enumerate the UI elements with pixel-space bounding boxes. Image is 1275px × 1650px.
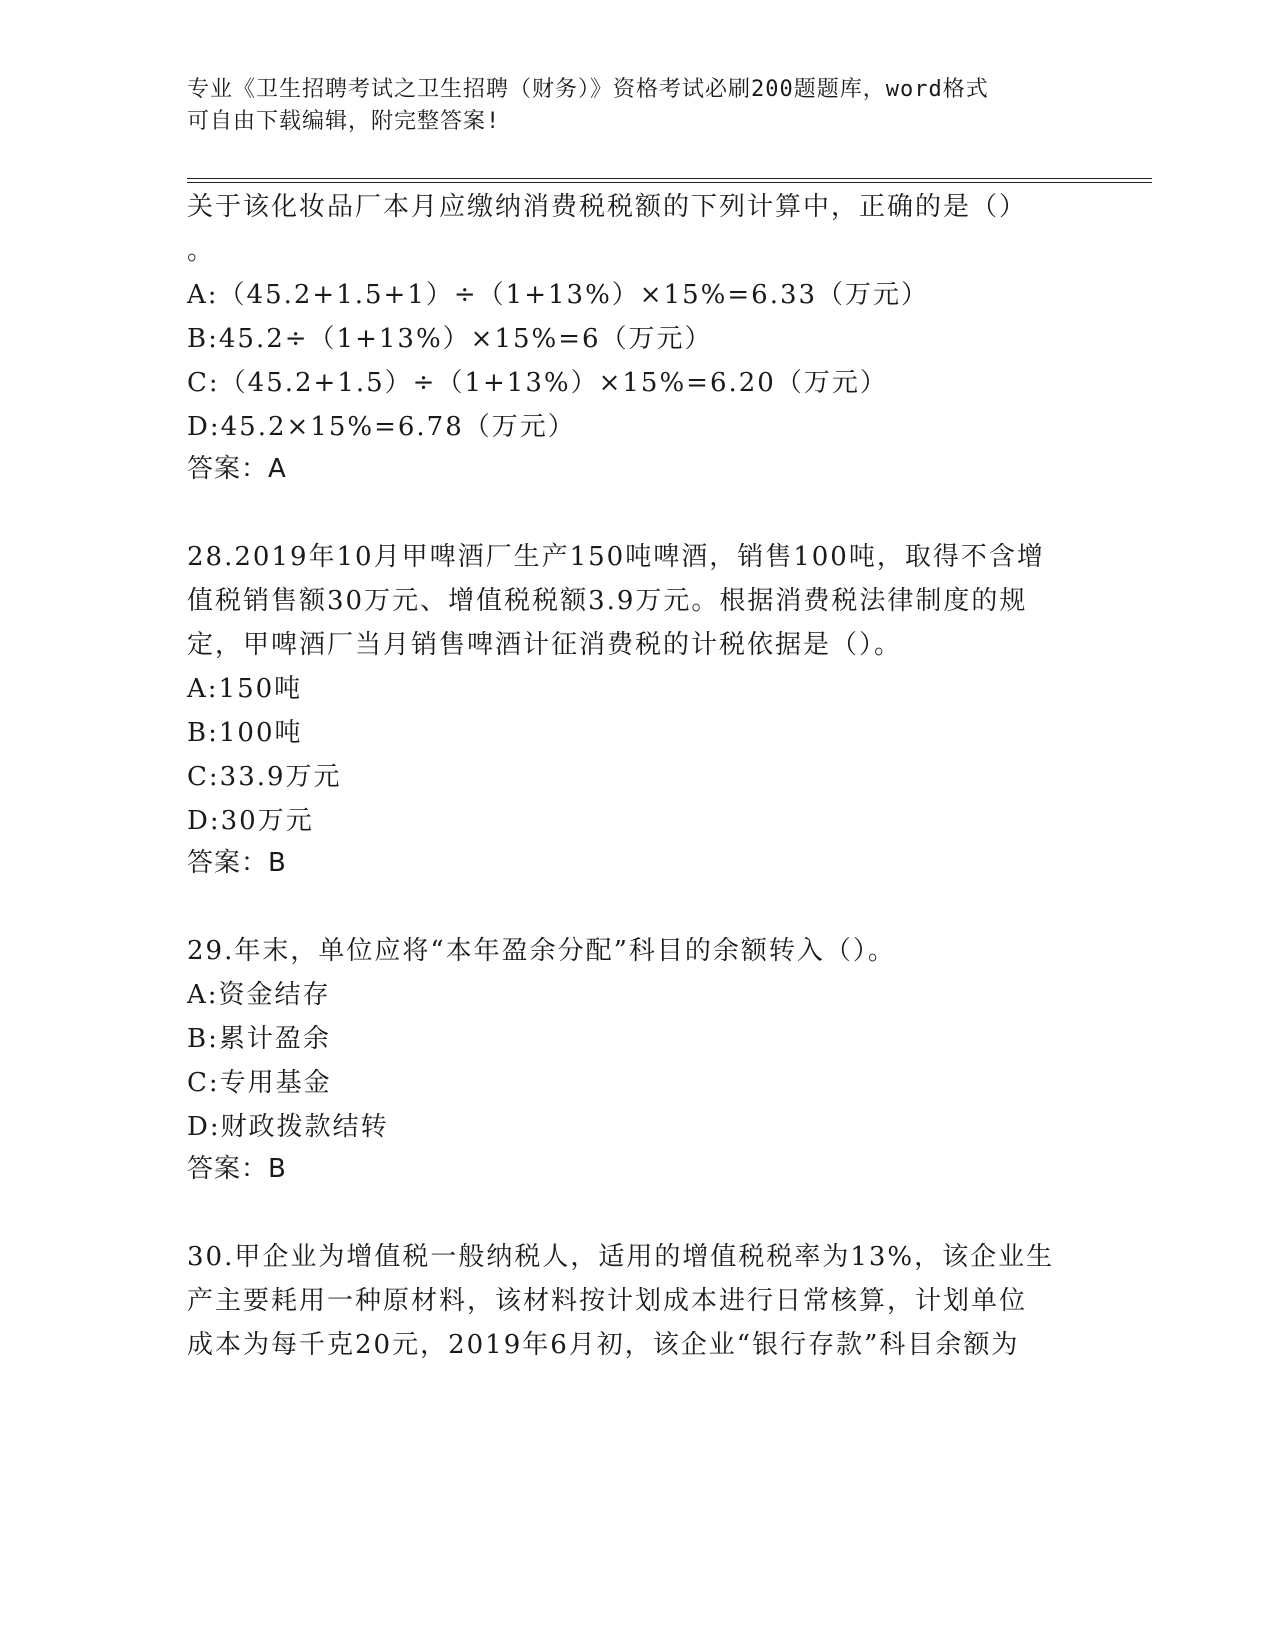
question-stem-line: 关于该化妆品厂本月应缴纳消费税税额的下列计算中，正确的是（）: [187, 192, 1028, 222]
question-stem-line: 值税销售额30万元、增值税税额3.9万元。根据消费税法律制度的规: [187, 586, 1028, 616]
option-d: D:财政拨款结转: [187, 1112, 389, 1142]
option-b: B:45.2÷（1+13%）×15%=6（万元）: [187, 324, 713, 354]
answer-label: 答案：B: [187, 848, 287, 878]
answer-label: 答案：B: [187, 1154, 287, 1184]
question-stem-line: 产主要耗用一种原材料，该材料按计划成本进行日常核算，计划单位: [187, 1286, 1028, 1316]
header-line-1: 专业《卫生招聘考试之卫生招聘（财务）》资格考试必刷200题题库，word格式: [187, 77, 989, 102]
question-stem-line: 30.甲企业为增值税一般纳税人，适用的增值税税率为13%，该企业生: [187, 1242, 1055, 1272]
answer-label: 答案：A: [187, 454, 287, 484]
header-line-2: 可自由下载编辑，附完整答案!: [187, 109, 501, 134]
header-divider-bottom: [187, 182, 1152, 183]
question-stem-line: 。: [187, 236, 216, 266]
option-c: C:33.9万元: [187, 762, 342, 792]
question-stem-line: 成本为每千克20元，2019年6月初，该企业“银行存款”科目余额为: [187, 1330, 1020, 1360]
option-a: A:150吨: [187, 674, 303, 704]
option-b: B:累计盈余: [187, 1024, 331, 1054]
header-divider-top: [187, 178, 1152, 179]
question-stem-line: 定，甲啤酒厂当月销售啤酒计征消费税的计税依据是（）。: [187, 630, 903, 660]
option-c: C:专用基金: [187, 1068, 332, 1098]
option-d: D:30万元: [187, 806, 314, 836]
option-b: B:100吨: [187, 718, 303, 748]
option-c: C:（45.2+1.5）÷（1+13%）×15%=6.20（万元）: [187, 368, 888, 398]
question-stem-line: 29.年末，单位应将“本年盈余分配”科目的余额转入（）。: [187, 936, 896, 966]
option-a: A:资金结存: [187, 980, 331, 1010]
document-header: [187, 74, 1087, 138]
question-stem-line: 28.2019年10月甲啤酒厂生产150吨啤酒，销售100吨，取得不含增: [187, 542, 1045, 572]
option-d: D:45.2×15%=6.78（万元）: [187, 412, 576, 442]
option-a: A:（45.2+1.5+1）÷（1+13%）×15%=6.33（万元）: [187, 280, 930, 310]
